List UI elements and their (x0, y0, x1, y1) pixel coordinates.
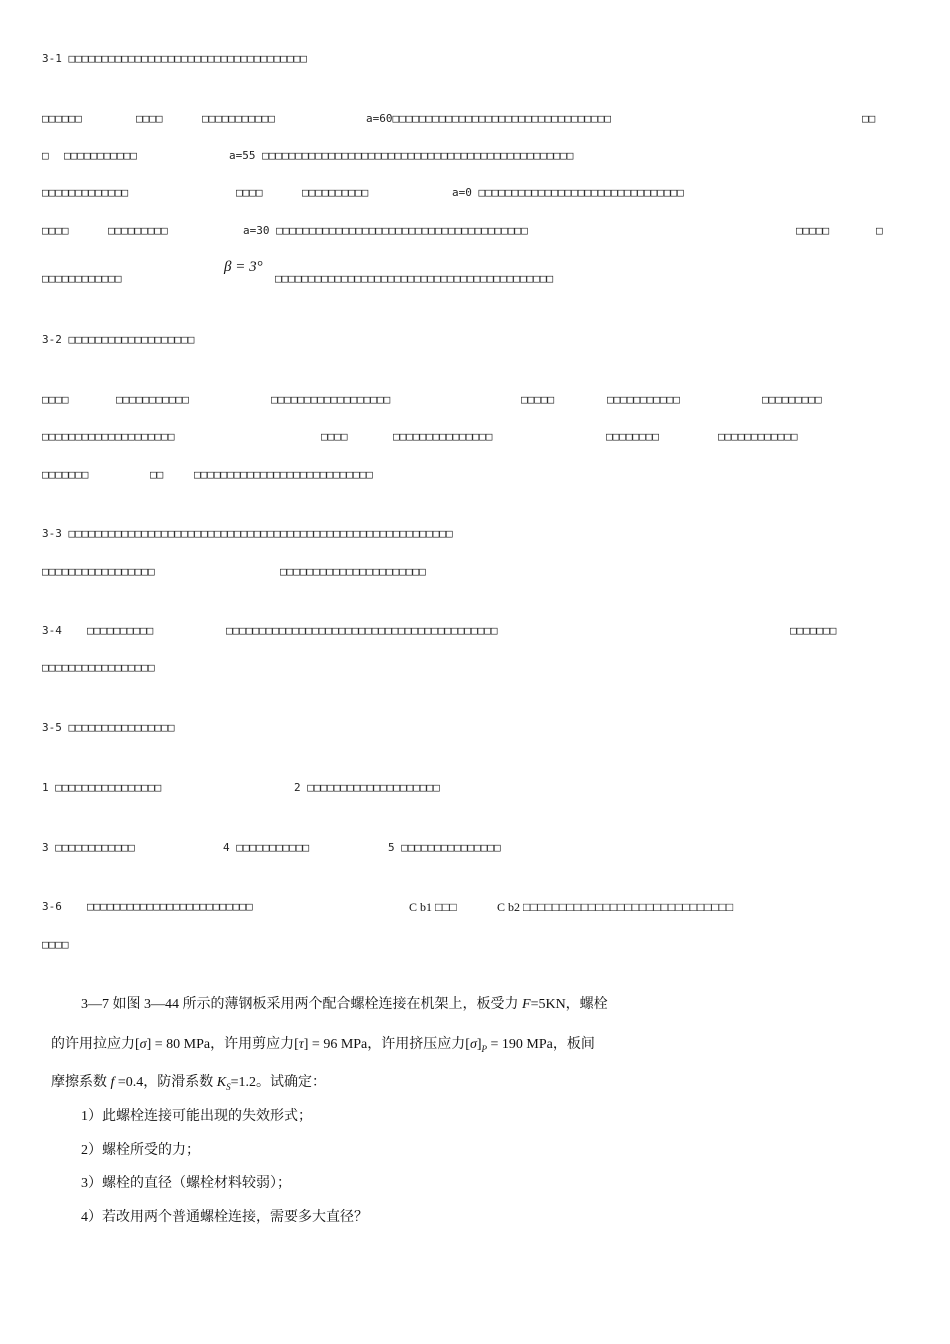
text-segment: □□□□□ (521, 393, 555, 406)
text-segment: □□□□□□□□□□□□□ (42, 186, 129, 199)
text-segment: □□□□□□□□□□□□□□□□□ (42, 565, 155, 578)
text-segment: a=0 □□□□□□□□□□□□□□□□□□□□□□□□□□□□□□□ (452, 186, 684, 199)
text-segment: a=60□□□□□□□□□□□□□□□□□□□□□□□□□□□□□□□□□ (366, 112, 612, 125)
text-segment: C b2 □□□□□□□□□□□□□□□□□□□□□□□□□□□□□ (497, 900, 734, 914)
text-segment: □□ (150, 468, 164, 481)
problem-3-6-label: 3-6 (42, 900, 62, 913)
text-segment: a=55 □□□□□□□□□□□□□□□□□□□□□□□□□□□□□□□□□□□□□□□□□□□□□□□ (229, 149, 574, 162)
text-segment: □□ (862, 112, 876, 125)
text-segment: □□□□□□□□□□ (302, 186, 369, 199)
text-segment: □□□□ (42, 938, 69, 951)
problem-3-5-heading: 3-5 □□□□□□□□□□□□□□□□ (42, 721, 175, 734)
text-segment: □□□□□□□□□□□ (64, 149, 137, 162)
text-segment: □□□□ (42, 224, 69, 237)
text-segment: □□□□ (321, 430, 348, 443)
text-segment: □□□□□□□□□□□□□□□□□□□□□□□□□ (87, 900, 253, 913)
problem-3-1-heading: 3-1 □□□□□□□□□□□□□□□□□□□□□□□□□□□□□□□□□□□□ (42, 52, 307, 65)
text-segment: □□□□□□□□□□□□□□□□□□□□□□ (280, 565, 426, 578)
text-segment: a=30 □□□□□□□□□□□□□□□□□□□□□□□□□□□□□□□□□□□□□□ (243, 224, 528, 237)
text-segment: □□□□ (42, 393, 69, 406)
list-item: 2 □□□□□□□□□□□□□□□□□□□□ (294, 781, 440, 794)
list-item: 3）螺栓的直径（螺栓材料较弱）； (81, 1176, 291, 1191)
text-segment: □□□□□□□ (42, 468, 89, 481)
text-segment: □□□□□□□□□□□□ (42, 272, 122, 285)
text-segment: □□□□□□□ (790, 624, 837, 637)
list-item: 2）螺栓所受的力； (81, 1143, 200, 1158)
text-segment: □□□□□ (796, 224, 830, 237)
problem-3-4-label: 3-4 (42, 624, 62, 637)
text-segment: □□□□□□□□□□□□□□□□□□ (271, 393, 391, 406)
problem-3-3-line: 3-3 □□□□□□□□□□□□□□□□□□□□□□□□□□□□□□□□□□□□□□□□□□□□□□□□□□□□□□□□□□ (42, 527, 453, 540)
text-segment: □□□□□□□□□ (762, 393, 822, 406)
list-item: 4）若改用两个普通螺栓连接，需要多大直径？ (81, 1210, 368, 1225)
problem-3-7-line-1: 3—7 如图 3—44 所示的薄钢板采用两个配合螺栓连接在机架上，板受力 F=5KN，螺栓 (81, 997, 608, 1012)
text-segment: □□□□□□□□□□□□□□□□□□□□□□□□□□□ (194, 468, 373, 481)
text-segment: □□□□□□□□□ (108, 224, 168, 237)
text-segment: □□□□□□□□□□□□□□□ (393, 430, 493, 443)
text-segment: □□□□ (136, 112, 163, 125)
list-item: 3 □□□□□□□□□□□□ (42, 841, 135, 854)
text-segment: C b1 □□□ (409, 900, 457, 914)
text-segment: □□□□□□□□□□□□□□□□□□□□□□□□□□□□□□□□□□□□□□□□□□ (275, 272, 554, 285)
text-segment: □ (42, 149, 49, 162)
problem-3-7-line-3: 摩擦系数 f =0.4，防滑系数 $K_S=1.2$。试确定： (51, 1075, 327, 1092)
problem-3-7-line-2: 的许用拉应力[σ] = 80 MPa，许用剪应力[τ] = 96 MPa，许用挤压应力$[\sigma]_P = 190$ MPa，板间 (51, 1037, 595, 1054)
text-segment: □□□□□□□□□□□□ (718, 430, 798, 443)
text-segment: □□□□□□ (42, 112, 82, 125)
text-segment: □□□□□□□□□□□□□□□□□□□□□□□□□□□□□□□□□□□□□□□□□ (226, 624, 498, 637)
problem-3-2-heading: 3-2 □□□□□□□□□□□□□□□□□□□ (42, 333, 195, 346)
text-segment: □□□□□□□□□□□ (202, 112, 275, 125)
text-segment: □□□□□□□□□□□□□□□□□□□□ (42, 430, 175, 443)
text-segment: □□□□□□□□ (606, 430, 659, 443)
text-segment: □□□□□□□□□□ (87, 624, 154, 637)
list-item: 1 □□□□□□□□□□□□□□□□ (42, 781, 162, 794)
list-item: 5 □□□□□□□□□□□□□□□ (388, 841, 501, 854)
list-item: 1）此螺栓连接可能出现的失效形式； (81, 1109, 312, 1124)
text-segment: □□□□□□□□□□□□□□□□□ (42, 661, 155, 674)
text-segment: □□□□ (236, 186, 263, 199)
beta-formula: β = 3° (224, 259, 263, 275)
text-segment: □ (876, 224, 883, 237)
list-item: 4 □□□□□□□□□□□ (223, 841, 310, 854)
text-segment: □□□□□□□□□□□ (607, 393, 680, 406)
text-segment: □□□□□□□□□□□ (116, 393, 189, 406)
